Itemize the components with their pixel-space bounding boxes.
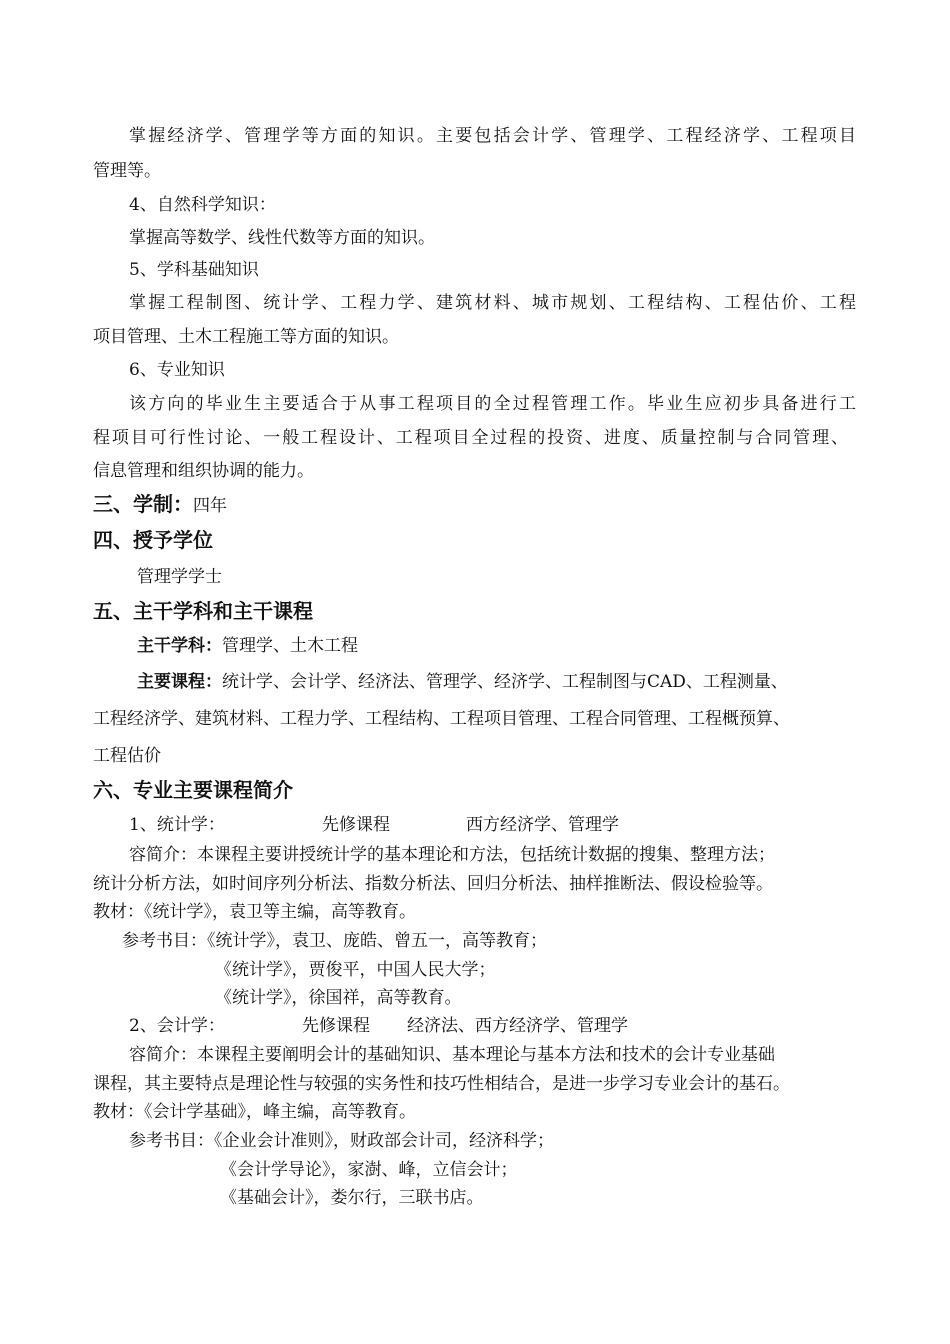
course-intro: 课程，其主要特点是理论性与较强的实务性和技巧性相结合，是进一步学习专业会计的基石。 — [93, 1074, 790, 1094]
prereq-label: 先修课程 — [322, 815, 390, 835]
course-reference: 参考书目：《统计学》，袁卫、庞皓、曾五一，高等教育； — [122, 931, 547, 951]
prereq-value: 西方经济学、管理学 — [466, 815, 619, 835]
para-line-text: 掌握经济学、管理学等方面的知识。主要包括会计学、管理学、工程经济学、工程项目 — [129, 126, 856, 146]
section-schooling — [93, 492, 227, 518]
course-title: 1、统计学： — [129, 815, 225, 835]
degree-value: 管理学学士 — [137, 567, 222, 587]
item-heading: 5、学科基础知识 — [129, 260, 259, 280]
course-textbook: 教材：《会计学基础》，峰主编，高等教育。 — [93, 1102, 416, 1122]
value: 管理学、土木工程 — [222, 636, 358, 656]
section-heading: 五、主干学科和主干课程 — [93, 599, 313, 623]
para-line: 该方向的毕业生主要适合于从事工程项目的全过程管理工作。毕业生应初步具备进行工 — [129, 394, 856, 414]
value: 统计学、会计学、经济法、管理学、经济学、工程制图与CAD、工程测量、 — [222, 672, 788, 692]
main-courses — [137, 670, 788, 694]
course-reference: 《基础会计》，娄尔行，三联书店。 — [220, 1188, 484, 1208]
course-title: 2、会计学： — [129, 1016, 225, 1036]
prereq-value: 经济法、西方经济学、管理学 — [407, 1016, 628, 1036]
course-intro: 统计分析方法，如时间序列分析法、指数分析法、回归分析法、抽样推断法、假设检验等。 — [93, 874, 773, 894]
para-line: 管理等。 — [93, 161, 161, 181]
schooling-value: 四年 — [193, 496, 227, 516]
main-discipline — [137, 634, 358, 658]
course-reference: 参考书目：《企业会计准则》，财政部会计司，经济科学； — [129, 1131, 554, 1151]
course-textbook: 教材：《统计学》，袁卫等主编，高等教育。 — [93, 902, 416, 922]
para-line: 工程估价 — [93, 746, 161, 766]
course-intro: 容简介：本课程主要讲授统计学的基本理论和方法，包括统计数据的搜集、整理方法； — [129, 845, 775, 865]
section-heading: 六、专业主要课程简介 — [93, 778, 293, 802]
item-heading: 4、自然科学知识： — [129, 195, 276, 215]
section-heading: 四、授予学位 — [93, 528, 213, 552]
para-line: 信息管理和组织协调的能力。 — [93, 461, 314, 481]
label: 主干学科： — [137, 636, 222, 656]
para-line: 工程经济学、建筑材料、工程力学、工程结构、工程项目管理、工程合同管理、工程概预算、 — [93, 709, 790, 729]
para-line: 项目管理、土木工程施工等方面的知识。 — [93, 327, 399, 347]
para-line: 程项目可行性讨论、一般工程设计、工程项目全过程的投资、进度、质量控制与合同管理、 — [93, 428, 848, 448]
para-line: 掌握工程制图、统计学、工程力学、建筑材料、城市规划、工程结构、工程估价、工程 — [129, 293, 856, 313]
label: 主要课程： — [137, 672, 222, 692]
prereq-label: 先修课程 — [302, 1016, 370, 1036]
course-reference: 《统计学》，徐国祥，高等教育。 — [215, 988, 462, 1008]
course-intro: 容简介：本课程主要阐明会计的基础知识、基本理论与基本方法和技术的会计专业基础 — [129, 1045, 775, 1065]
para-line: 掌握高等数学、线性代数等方面的知识。 — [129, 228, 435, 248]
item-heading: 6、专业知识 — [129, 360, 225, 380]
course-reference: 《会计学导论》，家澍、峰，立信会计； — [220, 1160, 518, 1180]
section-heading: 三、学制： — [93, 492, 193, 516]
course-reference: 《统计学》，贾俊平，中国人民大学； — [215, 960, 496, 980]
para-line — [129, 124, 856, 148]
